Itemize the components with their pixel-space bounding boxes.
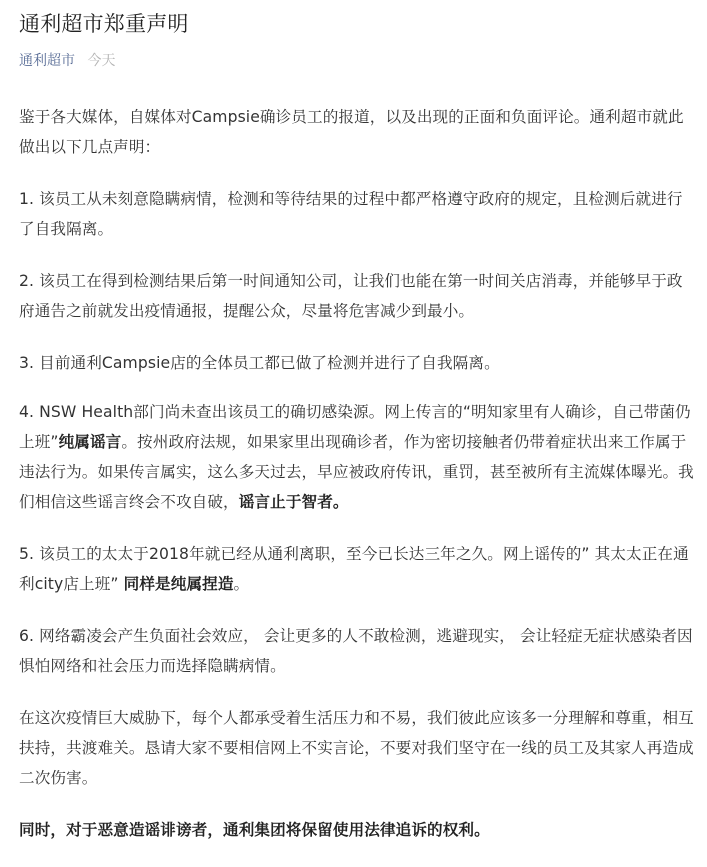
paragraph-2: 2. 该员工在得到检测结果后第一时间通知公司，让我们也能在第一时间关店消毒，并能够早于政府通告之前就发出疫情通报，提醒公众，尽量将危害减少到最小。 [19, 272, 683, 320]
paragraph-4-bold-wise: 谣言止于智者。 [238, 493, 349, 511]
paragraph-8-bold-legal: 同时，对于恶意造谣诽谤者，通利集团将保留使用法律追诉的权利。 [19, 821, 490, 839]
paragraph-3: 3. 目前通利Campsie店的全体员工都已做了检测并进行了自我隔离。 [19, 354, 500, 372]
article-title: 通利超市郑重声明 [19, 12, 189, 36]
publish-date: 今天 [87, 53, 116, 69]
paragraph-7: 在这次疫情巨大威胁下，每个人都承受着生活压力和不易，我们彼此应该多一分理解和尊重，相互扶持，共渡难关。恳请大家不要相信网上不实言论，不要对我们坚守在一线的员工及其家人再造成二次伤害。 [19, 709, 694, 787]
paragraph-4 [19, 397, 695, 517]
paragraph-5 [19, 539, 695, 599]
paragraph-4-bold-rumor: 纯属谣言 [58, 433, 122, 451]
paragraph-5-bold-fabricated: 同样是纯属捏造 [123, 575, 234, 593]
paragraph-intro: 鉴于各大媒体，自媒体对Campsie确诊员工的报道，以及出现的正面和负面评论。通利超市就此做出以下几点声明： [19, 108, 684, 156]
article-meta [19, 51, 695, 71]
paragraph-1: 1. 该员工从未刻意隐瞒病情，检测和等待结果的过程中都严格遵守政府的规定，且检测后就进行了自我隔离。 [19, 190, 683, 238]
paragraph-5-text-a: 5. 该员工的太太于2018年就已经从通利离职，至今已长达三年之久。网上谣传的” 其太太正在通利city店上班” [19, 545, 689, 593]
article-body [19, 102, 695, 845]
paragraph-5-text-c: 。 [233, 575, 250, 593]
paragraph-6: 6. 网络霸凌会产生负面社会效应， 会让更多的人不敢检测，逃避现实， 会让轻症无症状感染者因惧怕网络和社会压力而选择隐瞒病情。 [19, 627, 693, 675]
paragraph-4-text-a: 4. NSW Health部门尚未查出该员工的确切感染源。网上传言的“明知家里有人确诊，自己带菌仍上班” [19, 403, 691, 451]
paragraph-4-text-c: 。按州政府法规，如果家里出现确诊者，作为密切接触者仍带着症状出来工作属于违法行为。如果传言属实，这么多天过去，早应被政府传讯，重罚，甚至被所有主流媒体曝光。我们相信这些谣言终会不攻自破， [19, 433, 694, 511]
author-link[interactable]: 通利超市 [19, 53, 75, 69]
article [19, 0, 695, 867]
paragraph-8 [19, 815, 695, 845]
